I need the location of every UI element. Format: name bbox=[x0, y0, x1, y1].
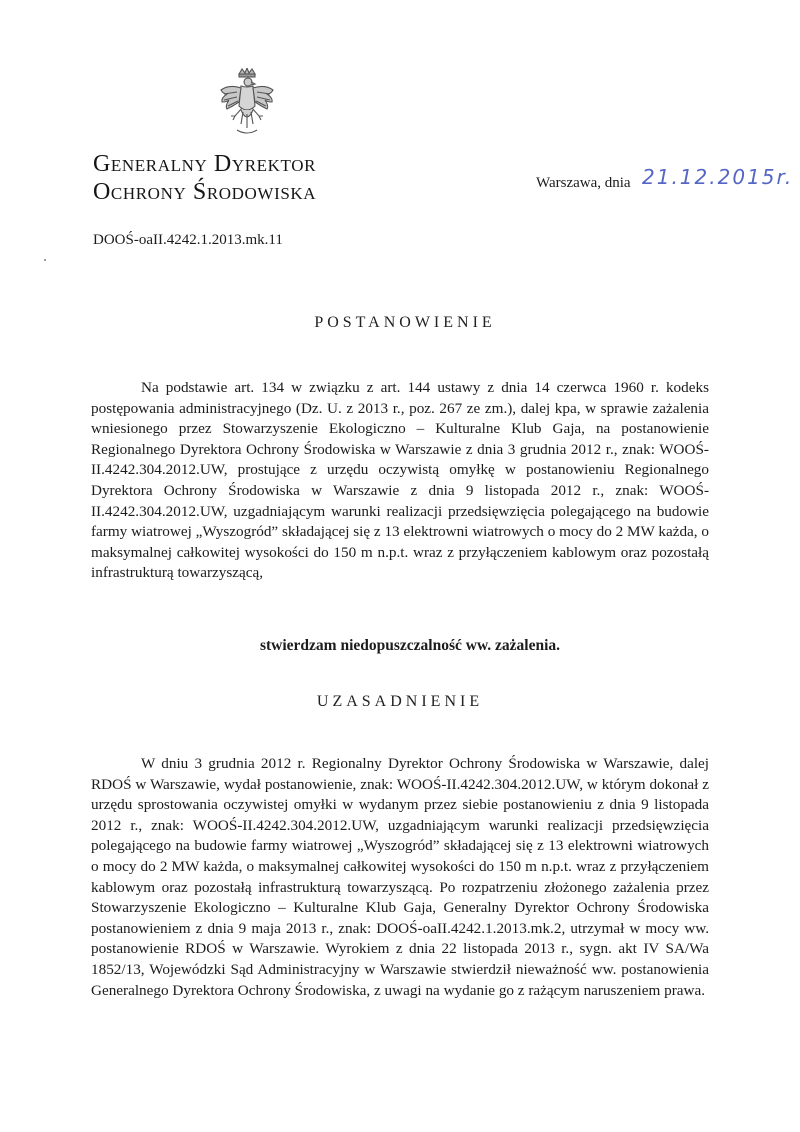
reference-number: DOOŚ-oaII.4242.1.2013.mk.11 bbox=[93, 232, 283, 248]
justification-title: UZASADNIENIE bbox=[316, 693, 484, 710]
document-title: POSTANOWIENIE bbox=[314, 314, 496, 331]
decision-statement: stwierdzam niedopuszczalność ww. zażalenia. bbox=[259, 637, 561, 654]
issuing-authority bbox=[93, 150, 316, 206]
intro-paragraph: Na podstawie art. 134 w związku z art. 144 ustawy z dnia 14 czerwca 1960 r. kodeks postępowania administracyjnego (Dz. U. z 2013 r., poz. 267 ze zm.), dalej kpa, w sprawie zażalenia wniesionego przez Stowarzyszenie Ekologiczno – Kulturalne Klub Gaja, na postanowienie Regionalnego Dyrektora Ochrony Środowiska w Warszawie z dnia 3 grudnia 2012 r., znak: WOOŚ-II.4242.304.2012.UW, prostujące z urzędu oczywistą omyłkę w postanowieniu Regionalnego Dyrektora Ochrony Środowiska w Warszawie z dnia 9 listopada 2012 r., znak: WOOŚ-II.4242.304.2012.UW, uzgadniającym warunki realizacji przedsięwzięcia polegającego na budowie farmy wiatrowej „Wyszogród” składającej się z 13 elektrowni wiatrowych o mocy do 2 MW każda, o maksymalnej całkowitej wysokości do 150 m n.p.t. wraz z przyłączeniem kablowym oraz pozostałą infrastrukturą towarzyszącą, bbox=[91, 379, 709, 582]
authority-line-1: Generalny Dyrektor bbox=[93, 151, 317, 177]
polish-eagle-emblem-icon bbox=[215, 68, 279, 140]
scan-speck bbox=[44, 259, 46, 261]
place-and-date-label: Warszawa, dnia bbox=[536, 175, 631, 191]
authority-line-2: Ochrony Środowiska bbox=[93, 179, 317, 205]
justification-paragraph: W dniu 3 grudnia 2012 r. Regionalny Dyrektor Ochrony Środowiska w Warszawie, dalej RDOŚ w Warszawie, wydał postanowienie, znak: WOOŚ-II.4242.304.2012.UW, w którym dokonał z urzędu sprostowania oczywistej omyłki w wydanym przez siebie postanowieniu z dnia 9 listopada 2012 r., znak: WOOŚ-II.4242.304.2012.UW, uzgadniającym warunki realizacji przedsięwzięcia polegającego na budowie farmy wiatrowej „Wyszogród” składającej się z 13 elektrowni wiatrowych o mocy do 2 MW każda, o maksymalnej całkowitej wysokości do 150 m n.p.t. wraz z przyłączeniem kablowym oraz pozostałą infrastrukturą towarzyszącą. Po rozpatrzeniu złożonego zażalenia przez Stowarzyszenie Ekologiczno – Kulturalne Klub Gaja, Generalny Dyrektor Ochrony Środowiska postanowieniem z dnia 9 maja 2013 r., znak: DOOŚ-oaII.4242.1.2013.mk.2, utrzymał w mocy ww. postanowienie RDOŚ w Warszawie. Wyrokiem z dnia 22 listopada 2013 r., sygn. akt IV SA/Wa 1852/13, Wojewódzki Sąd Administracyjny w Warszawie stwierdził nieważność ww. postanowienia Generalnego Dyrektora Ochrony Środowiska, z uwagi na wydanie go z rażącym naruszeniem prawa. bbox=[91, 755, 709, 999]
handwritten-date: 21.12.2015r. bbox=[642, 165, 794, 189]
